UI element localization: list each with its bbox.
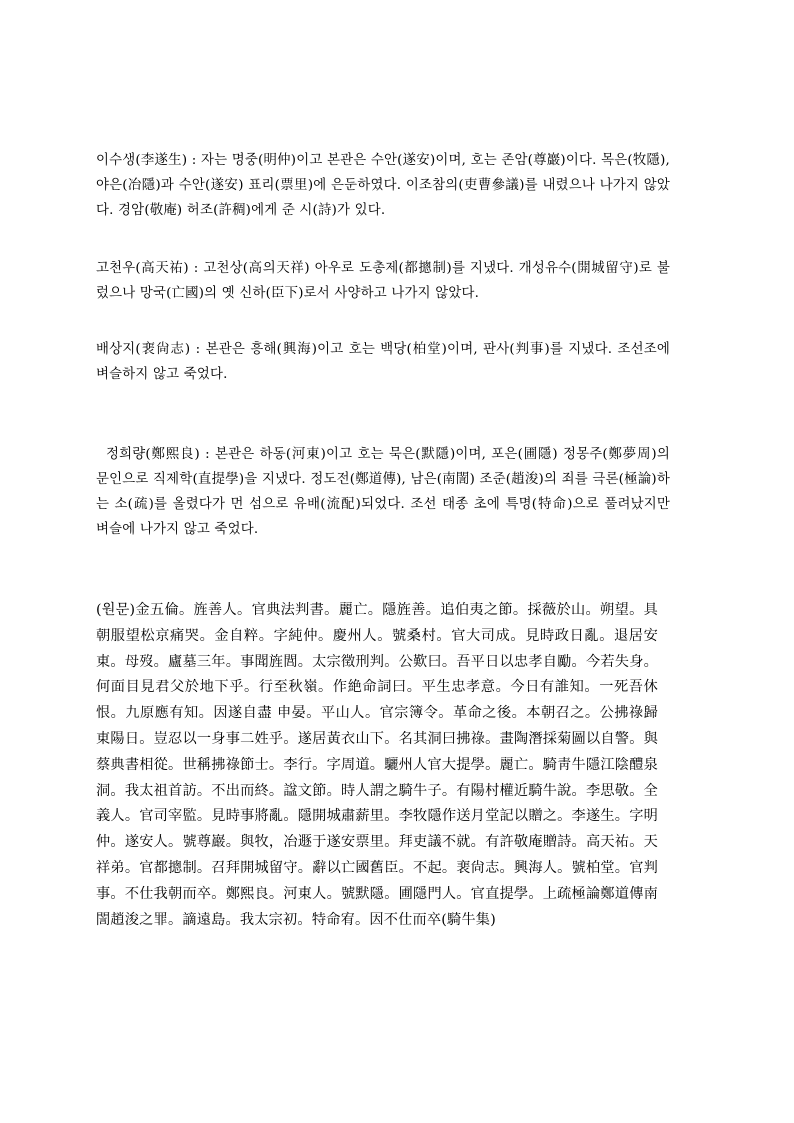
entry-bae-sang-ji: 배상지(裵尙志) : 본관은 흥해(興海)이고 호는 백당(柏堂)이며, 판사(判事)를 지냈다. 조선조에 벼슬하지 않고 죽었다. xyxy=(96,342,670,382)
entry-jeong-hui-ryang-text: 정희량(鄭熙良) : 본관은 하동(河東)이고 호는 묵은(默隱)이며, 포은(圃隱) 정몽주(鄭夢周)의 문인으로 직제학(直提學)을 지냈다. 정도전(鄭道傳), 남은(南誾) 조준(趙浚)의 죄를 극론(極論)하는 소(疏)를 올렸다가 먼 섬으로 유배(流配)되었다. 조선 태종 초에 특명(特命)으로 풀려났지만 벼슬에 나가지 않고 죽었다. xyxy=(96,447,670,537)
original-classical-text: (원문)金五倫。旌善人。官典法判書。麗亡。隱旌善。追伯夷之節。採薇於山。朔望。具朝服望松京痛哭。金自粹。字純仲。慶州人。號桑村。官大司成。見時政日亂。退居安東。母歿。廬墓三年。事聞旌閭。太宗徵刑判。公歎曰。吾平日以忠孝自勵。今若失身。何面目見君父於地下乎。行至秋嶺。作絶命詞曰。平生忠孝意。今日有誰知。一死吾休恨。九原應有知。因遂自盡 申晏。平山人。官宗簿令。革命之後。本朝召之。公拂祿歸東陽日。豈忍以一身事二姓乎。遂居黃衣山下。名其洞曰拂祿。畫陶潛採菊圖以自警。與蔡典書相從。世稱拂祿節士。李行。字周道。驪州人官大提學。麗亡。騎靑牛隱江陰醴泉洞。我太祖首訪。不出而終。諡文節。時人謂之騎牛子。有陽村權近騎牛說。李思敬。全義人。官司宰監。見時事將亂。隱開城肅薪里。李牧隱作送月堂記以贈之。李遂生。字明仲。遂安人。號尊巖。與牧，冶遯于遂安票里。拜吏議不就。有許敬庵贈詩。高天祐。天祥弟。官都摠制。召拜開城留守。辭以亡國舊臣。不起。裵尙志。興海人。號柏堂。官判事。不仕我朝而卒。鄭熙良。河東人。號默隱。圃隱門人。官直提學。上疏極論鄭道傳南誾趙浚之罪。謫遠島。我太宗初。特命宥。因不仕而卒(騎牛集) xyxy=(96,602,658,928)
entry-go-cheon-u: 고천우(高天祐) : 고천상(高의天祥) 아우로 도총제(都摠制)를 지냈다. 개성유수(開城留守)로 불렀으나 망국(亡國)의 옛 신하(臣下)로서 사양하고 나가지 않았다. xyxy=(96,261,670,301)
entry-lee-su-saeng: 이수생(李遂生) : 자는 명중(明仲)이고 본관은 수안(遂安)이며, 호는 존암(尊巖)이다. 목은(牧隱), 야은(冶隱)과 수안(遂安) 표리(票里)에 은둔하였다. 이조참의(吏曹參議)를 내렸으나 나가지 않았다. 경암(敬庵) 허조(許稠)에게 준 시(詩)가 있다. xyxy=(96,153,670,218)
entry-jeong-hui-ryang xyxy=(96,442,670,542)
